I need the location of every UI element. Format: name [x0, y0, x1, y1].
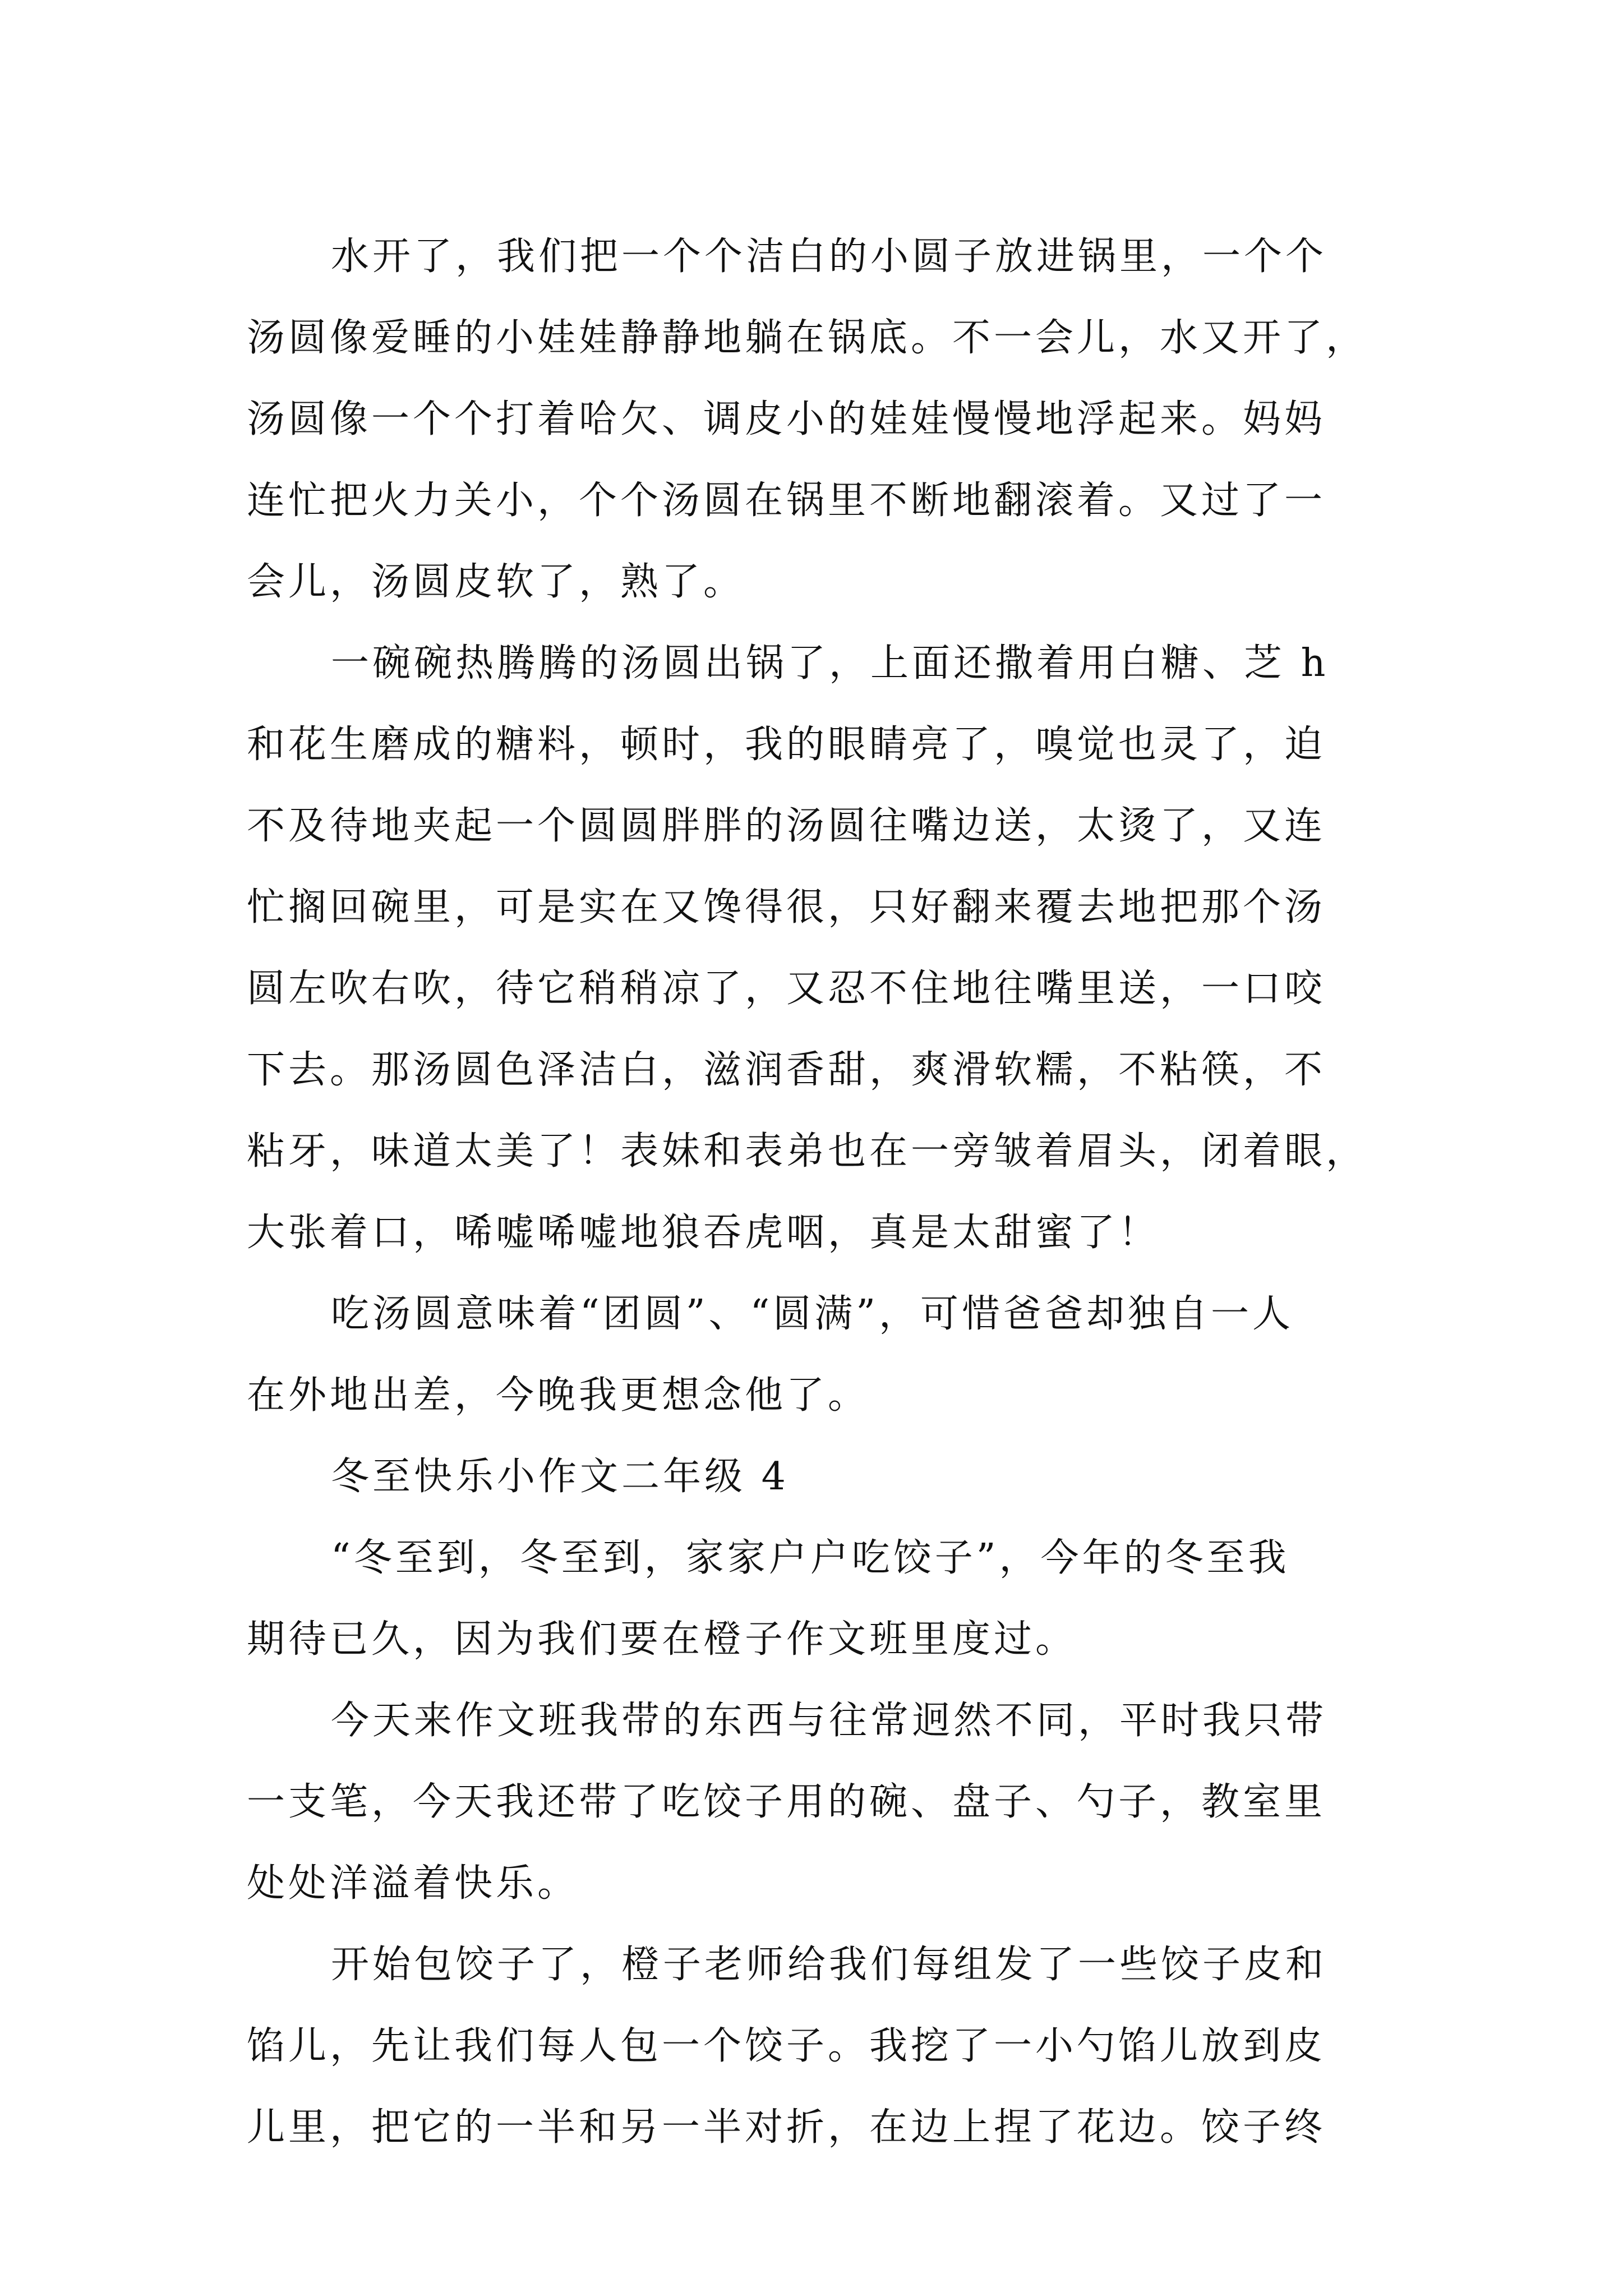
paragraph-line: 期待已久，因为我们要在橙子作文班里度过。 [247, 1617, 1077, 1662]
paragraph-line: 忙搁回碗里，可是实在又馋得很，只好翻来覆去地把那个汤 [247, 885, 1326, 930]
paragraph-line: 连忙把火力关小，个个汤圆在锅里不断地翻滚着。又过了一 [247, 478, 1326, 523]
body-text [247, 216, 1380, 2168]
paragraph-line: 粘牙，味道太美了！表妹和表弟也在一旁皱着眉头，闭着眼， [247, 1129, 1368, 1174]
paragraph-line: 会儿，汤圆皮软了，熟了。 [247, 560, 745, 604]
paragraph-line: 汤圆像一个个打着哈欠、调皮小的娃娃慢慢地浮起来。妈妈 [247, 397, 1326, 441]
paragraph-line: 汤圆像爱睡的小娃娃静静地躺在锅底。不一会儿，水又开了， [247, 316, 1368, 360]
paragraph-line: 水开了，我们把一个个洁白的小圆子放进锅里，一个个 [331, 234, 1327, 279]
paragraph-line: 和花生磨成的糖料，顿时，我的眼睛亮了，嗅觉也灵了，迫 [247, 723, 1326, 767]
paragraph-line: 儿里，把它的一半和另一半对折，在边上捏了花边。饺子终 [247, 2105, 1326, 2150]
paragraph-line: 不及待地夹起一个圆圆胖胖的汤圆往嘴边送，太烫了，又连 [247, 804, 1326, 848]
paragraph-line: 一支笔，今天我还带了吃饺子用的碗、盘子、勺子，教室里 [247, 1780, 1326, 1824]
paragraph-line: 处处洋溢着快乐。 [247, 1861, 579, 1906]
paragraph-line: 吃汤圆意味着“团圆”、“圆满”，可惜爸爸却独自一人 [331, 1292, 1294, 1336]
section-heading: 冬至快乐小作文二年级 4 [331, 1455, 789, 1499]
paragraph-line: 一碗碗热腾腾的汤圆出锅了，上面还撒着用白糖、芝 h [331, 641, 1329, 685]
paragraph-line: 大张着口，唏嘘唏嘘地狼吞虎咽，真是太甜蜜了！ [247, 1211, 1160, 1255]
paragraph-line: 圆左吹右吹，待它稍稍凉了，又忍不住地往嘴里送，一口咬 [247, 967, 1326, 1011]
paragraph-line: 在外地出差，今晚我更想念他了。 [247, 1373, 870, 1418]
paragraph-line: 馅儿，先让我们每人包一个饺子。我挖了一小勺馅儿放到皮 [247, 2024, 1326, 2068]
paragraph-line: “冬至到，冬至到，家家户户吃饺子”，今年的冬至我 [331, 1536, 1290, 1580]
paragraph-line: 开始包饺子了，橙子老师给我们每组发了一些饺子皮和 [331, 1943, 1327, 1987]
paragraph-line: 今天来作文班我带的东西与往常迥然不同，平时我只带 [331, 1699, 1327, 1743]
paragraph-line: 下去。那汤圆色泽洁白，滋润香甜，爽滑软糯，不粘筷，不 [247, 1048, 1326, 1092]
